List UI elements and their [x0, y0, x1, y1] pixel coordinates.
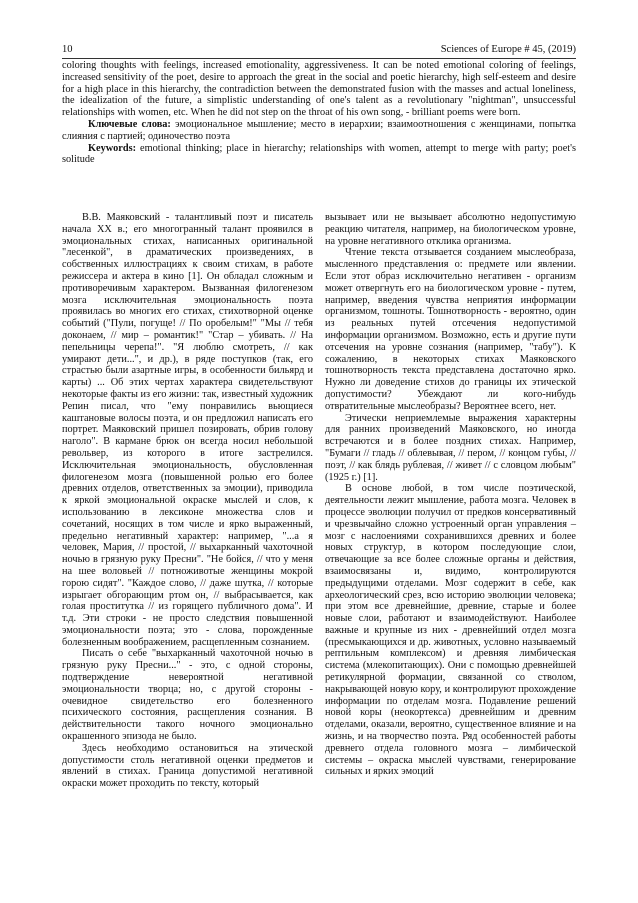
paragraph: Этически неприемлемые выражения характерны для ранних произведений Маяковского, но иногда встречаются и в более поздних стихах. Например, "Бумаги // гладь // облевывая, // пером, // концом губы, // поэт, // как блядь рублевая, // живет // с словцом любым" (1925 г.) [1]. — [325, 412, 576, 483]
abstract-text: coloring thoughts with feelings, increased emotionality, aggressiveness. It can be noted emotional coloring of feelings, increased sensitivity of the poet, desire to approach the great in the social and poetic hierarchy, high self-esteem and desire for a high place in this hierarchy, the contradiction between the demonstrated fusion with the masses and actual loneliness, the idealization of the future, a simplistic understanding of one's talent as a revolutionary "nightman", unsuccessful relationships with women, etc. When he did not step on the throat of his own song, - brilliant poems were born. — [62, 60, 576, 119]
left-column — [62, 212, 313, 790]
paragraph: вызывает или не вызывает абсолютно недопустимую реакцию читателя, например, на биологическом уровне, на уровне негативного отклика организма. — [325, 212, 576, 247]
en-keywords-label: Keywords: — [88, 142, 137, 154]
paragraph: В.В. Маяковский - талантливый поэт и писатель начала XX в.; его многогранный талант проявился в эмоциональных стихах, написанных оригинальной "лесенкой", в драматических произведениях, в собственных иллюстрациях к своим стихам, в работе режиссера и актера в кино [1]. Он обладал сложным и противоречивым характером. Вызванная филогенезом мозга исключительная эмоциональность поэта проявилась во многих его стихах, стихотворной оценке событий ("Пули, погуще! // По оробелым!" "Мы // тебя доконаем, // мир – романтик!" "Стар – убивать. // На пепельницы черепа!". "Я люблю смотреть, // как умирают дети...", и др.), в ряде поступков (так, его страстью были азартные игры, в особенности бильярд и карты) ... Об этих чертах характера свидетельствуют некоторые факты из его жизни: так, известный художник Репин писал, что "ему понравились вьющиеся каштановые волосы поэта, и он предложил написать его портрет. Маяковский пришел позировать, обрив голову наголо". В кармане брюк он всегда носил небольшой револьвер, из которого в итоге застрелился. Исключительная эмоциональность, обусловленная филогенезом мозга (повышенной ролью его более древних отделов, ответственных за эмоции), приводила к яркой эмоциональной окраске мыслей и слов, к использованию в лексиконе множества слов и сочетаний, носящих в том числе и ярко выраженный, предельно негативный характер: например, "...а я человек, Мария, // простой, // выхарканный чахоточной ночью в грязную руку Пресни". "Не бойся, // что у меня на шее воловьей // потноживотые женщины мокрой горою сидят". "Каждое слово, // даже шутка, // которые изрыгает обгорающим ртом он, // выбрасывается, как голая проститутка // из горящего публичного дома". И т.д. Эти строки - не просто следствия повышенной эмоциональности поэта; это - слова, порожденные болезненным воображением, расщепленным сознанием. — [62, 212, 313, 648]
ru-keywords-text: эмоциональное мышление; место в иерархии; взаимоотношения с женщинами, попытка слияния с партией; одиночество поэта — [62, 118, 577, 142]
ru-keywords — [62, 119, 576, 143]
header-rule — [62, 58, 576, 59]
abstract-block — [62, 60, 576, 166]
paragraph: Чтение текста отзывается созданием мыслеобраза, мысленного представления о: предмете или явлении. Если этот образ исключительно негативен - организм может отвергнуть его на биологическом уровне - путем, например, введения чувства неприятия информации организмом, тошноты. Тошнотворность - вероятно, один из реальных путей отсечения недопустимой информации организмом. Возможно, есть и другие пути отсечения на уровне сознания (например, "табу"). К сожалению, в некоторых стихах Маяковского тошнотворность текста представлена достаточно ярко. Нужно ли доведение стихов до границы их этической допустимости? Убеждают ли кого-нибудь отвратительные мыслеобразы? Вероятнее всего, нет. — [325, 247, 576, 412]
ru-keywords-label: Ключевые слова: — [88, 118, 171, 130]
page-header — [62, 44, 576, 58]
journal-title: Sciences of Europe # 45, (2019) — [440, 44, 576, 55]
en-keywords — [62, 143, 576, 167]
right-column — [325, 212, 576, 778]
en-keywords-text: emotional thinking; place in hierarchy; relationships with women, attempt to merge with party; poet's solitude — [62, 142, 576, 166]
paragraph: Здесь необходимо остановиться на этической допустимости столь негативной оценки предметов и явлений в стихах. Граница допустимой негативной окраски может проходить по тексту, который — [62, 742, 313, 790]
paragraph: В основе любой, в том числе поэтической, деятельности лежит мышление, работа мозга. Человек в процессе эволюции получил от предков консервативный и чрезвычайно сложно устроенный орган управления – мозг с наслоениями сохранившихся древних и более новых структур, в котором последующие слои, отвечающие за все более сложные органы и действия, взаимосвязаны и, видимо, контролируются предыдущими отделами. Мозг содержит в себе, как археологический срез, всю историю эволюции человека; при этом все древнейшие, древние, старые и более новые слои, работают и взаимодействуют. Наиболее важные и крупные из них - древнейший отдел мозга (пресмыкающихся и др. животных, условно называемый рептильным комплексом) и древняя лимбическая система (млекопитающих). Они с помощью древнейшей ретикулярной формации, связанной со стволом, накрывающей новую кору, и контролируют прохождение информации по отделам мозга. Подавление решений новой коры (неокортекса) древнейшим и древним отделами, оказали, вероятно, существенное влияние и на жизнь, и на творчество поэта. Ряд особенностей работы древнего отдела головного мозга – лимбической системы – окраска мыслей чувствами, генерирование сильных и ярких эмоций — [325, 483, 576, 778]
page-number: 10 — [62, 44, 73, 55]
paragraph: Писать о себе "выхарканный чахоточной ночью в грязную руку Пресни..." - это, с одной стороны, подтверждение невероятной негативной эмоциональности творца; но, с другой стороны - очевидное свидетельство его болезненного психического состояния, расщепления сознания. В действительности такого ночного эмоционально окрашенного эпизода не было. — [62, 648, 313, 743]
